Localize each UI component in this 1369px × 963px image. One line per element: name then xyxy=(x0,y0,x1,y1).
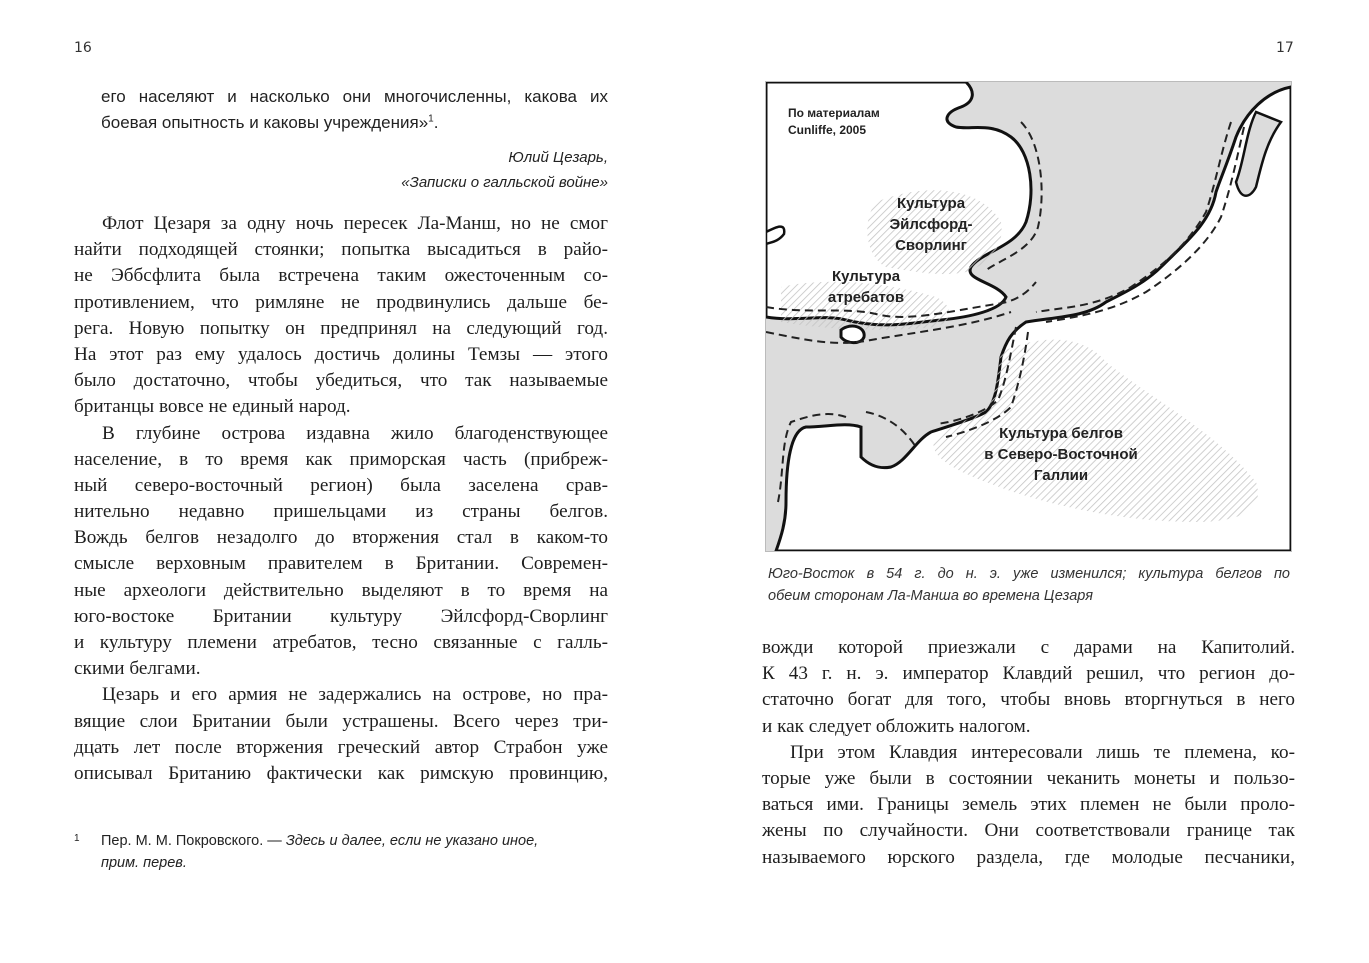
paragraph: Цезарь и его армия не задержались на острове, но пра- вящие слои Британии были устрашены. Всего через три- дцать лет после вторжения греческий автор Страбон уже описывал Британию фактически как римскую провинцию, xyxy=(74,684,608,784)
footnote-ref[interactable]: 1 xyxy=(428,113,434,125)
epigraph-line: боевая опытность и каковы учреждения»$^1$. xyxy=(101,113,439,132)
left-page xyxy=(0,0,684,963)
body-text-left xyxy=(74,211,608,787)
page-number-left: 16 xyxy=(74,40,92,56)
paragraph: вожди которой приезжали с дарами на Капитолий. К 43 г. н. э. император Клавдий решил, что регион до- статочно богат для того, чтобы вновь вторгнуться в него и как следует обложить налогом. xyxy=(762,637,1295,737)
body-text-right xyxy=(762,635,1295,871)
epigraph-attribution: Юлий Цезарь, «Записки о галльской войне» xyxy=(401,149,608,191)
paragraph: Флот Цезаря за одну ночь пересек Ла-Манш, но не смог найти подходящей стоянки; попытка высадиться в райо- не Эббсфлита была встречена таким ожесточенным со- противлением, что римляне не продвинулись дальше бе- рега. Новую попытку он предпринял на следующий год. На этот раз ему удалось достичь долины Темзы — этого было достаточно, чтобы убедиться, что так называемые британцы вовсе не единый народ. xyxy=(74,213,608,418)
paragraph: В глубине острова издавна жило благоденствующее население, в то время как приморская часть (прибреж- ный северо-восточный регион) была заселена срав- нительно недавно пришельцами из страны белгов. Вождь белгов незадолго до вторжения стал в каком-то смысле верховным правителем в Британии. Современ- ные археологи действительно выделяют в то время на юго-востоке Британии культуру Эйлсфорд-Сворлинг и культуру племени атребатов, тесно связанные с галль- скими белгами. xyxy=(74,422,608,680)
paragraph: При этом Клавдия интересовали лишь те племена, ко- торые уже были в состоянии чеканить монеты и пользо- ваться ими. Границы земель этих племен не были проло- жены по случайности. Они соответствовали границе так называемого юрского раздела, где молодые песчаники, xyxy=(762,741,1295,868)
epigraph-line: его населяют и насколько они многочисленны, какова их xyxy=(101,87,608,106)
map-source: По материалам Cunliffe, 2005 xyxy=(788,106,880,137)
footnote-text: Пер. М. М. Покровского. — Здесь и далее, если не указано иное, прим. перев. xyxy=(101,833,539,871)
map-label-belgae: Культура белгов в Северо-Восточной Галлии xyxy=(984,425,1138,484)
map-label-atrebates: Культура атребатов xyxy=(827,268,905,306)
right-page xyxy=(684,0,1369,963)
map-caption: Юго-Восток в 54 г. до н. э. уже изменился; культура белгов по обеим сторонам Ла-Манша во времена Цезаря xyxy=(768,566,1290,604)
epigraph xyxy=(101,84,608,136)
footnote xyxy=(74,830,608,874)
map-label-aylesford: Культура Эйлсфорд- Сворлинг xyxy=(889,195,973,254)
footnote-mark: 1 xyxy=(74,833,80,844)
map-figure xyxy=(765,81,1292,552)
page-number-right: 17 xyxy=(1276,40,1294,56)
